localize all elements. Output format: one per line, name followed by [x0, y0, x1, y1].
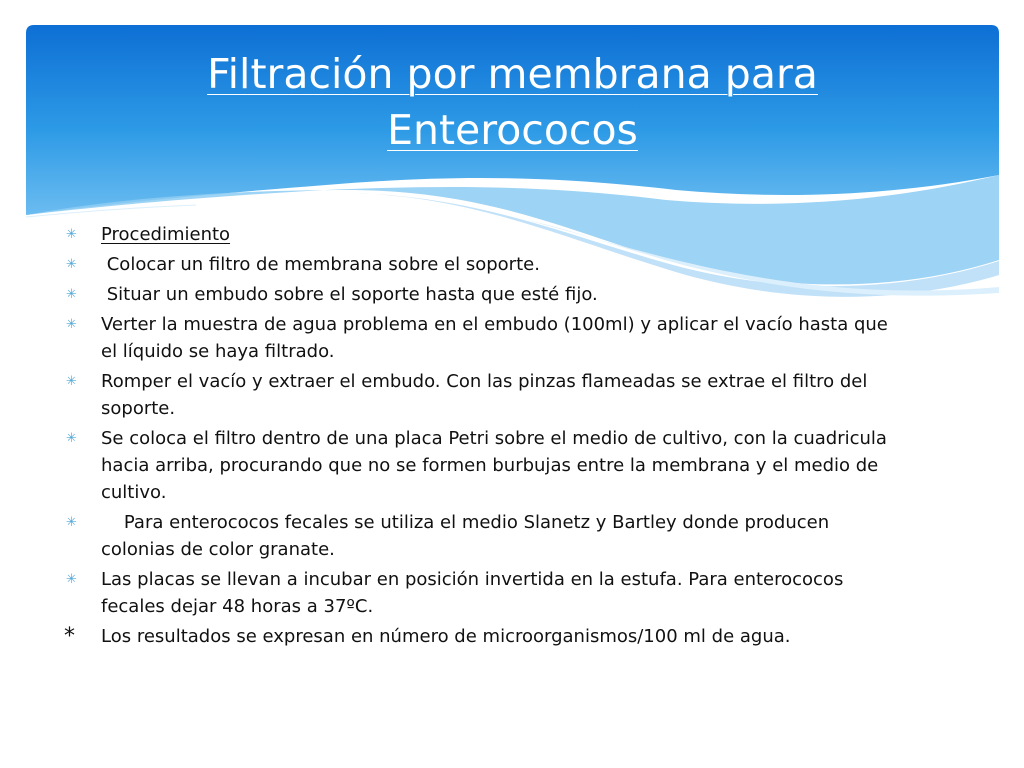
bullet-text: Colocar un filtro de membrana sobre el soporte. [101, 254, 540, 275]
bullet-item [66, 281, 896, 308]
bullet-marker-icon: * [64, 624, 75, 649]
bullet-text: Las placas se llevan a incubar en posición invertida en la estufa. Para enterococos fecales dejar 48 horas a 37ºC. [101, 569, 850, 617]
bullet-item [66, 623, 896, 650]
title-line-1: Filtración por membrana para [207, 50, 818, 98]
bullet-item [66, 251, 896, 278]
bullet-text: Situar un embudo sobre el soporte hasta que esté fijo. [101, 284, 598, 305]
bullet-item [66, 221, 896, 248]
bullet-item [66, 425, 896, 506]
bullet-item [66, 566, 896, 620]
bullet-marker-icon: ✳ [66, 317, 77, 332]
bullet-item [66, 311, 896, 365]
bullet-text: Los resultados se expresan en número de microorganismos/100 ml de agua. [101, 626, 791, 647]
bullet-marker-icon: ✳ [66, 257, 77, 272]
slide-title [26, 46, 999, 158]
bullet-text: Romper el vacío y extraer el embudo. Con las pinzas flameadas se extrae el filtro del soporte. [101, 371, 874, 419]
bullet-text: Procedimiento [101, 224, 231, 245]
bullet-marker-icon: ✳ [66, 227, 77, 242]
bullet-marker-icon: ✳ [66, 431, 77, 446]
bullet-marker-icon: ✳ [66, 287, 77, 302]
bullet-list [66, 221, 896, 653]
bullet-text: Se coloca el filtro dentro de una placa Petri sobre el medio de cultivo, con la cuadricula hacia arriba, procurando que no se formen burbujas entre la membrana y el medio de cultivo. [101, 428, 893, 503]
bullet-text: Para enterococos fecales se utiliza el medio Slanetz y Bartley donde producen colonias de color granate. [101, 512, 835, 560]
bullet-item [66, 368, 896, 422]
bullet-marker-icon: ✳ [66, 572, 77, 587]
bullet-marker-icon: ✳ [66, 374, 77, 389]
title-line-2: Enterococos [387, 106, 638, 154]
bullet-text: Verter la muestra de agua problema en el embudo (100ml) y aplicar el vacío hasta que el líquido se haya filtrado. [101, 314, 894, 362]
bullet-marker-icon: ✳ [66, 515, 77, 530]
bullet-item [66, 509, 896, 563]
